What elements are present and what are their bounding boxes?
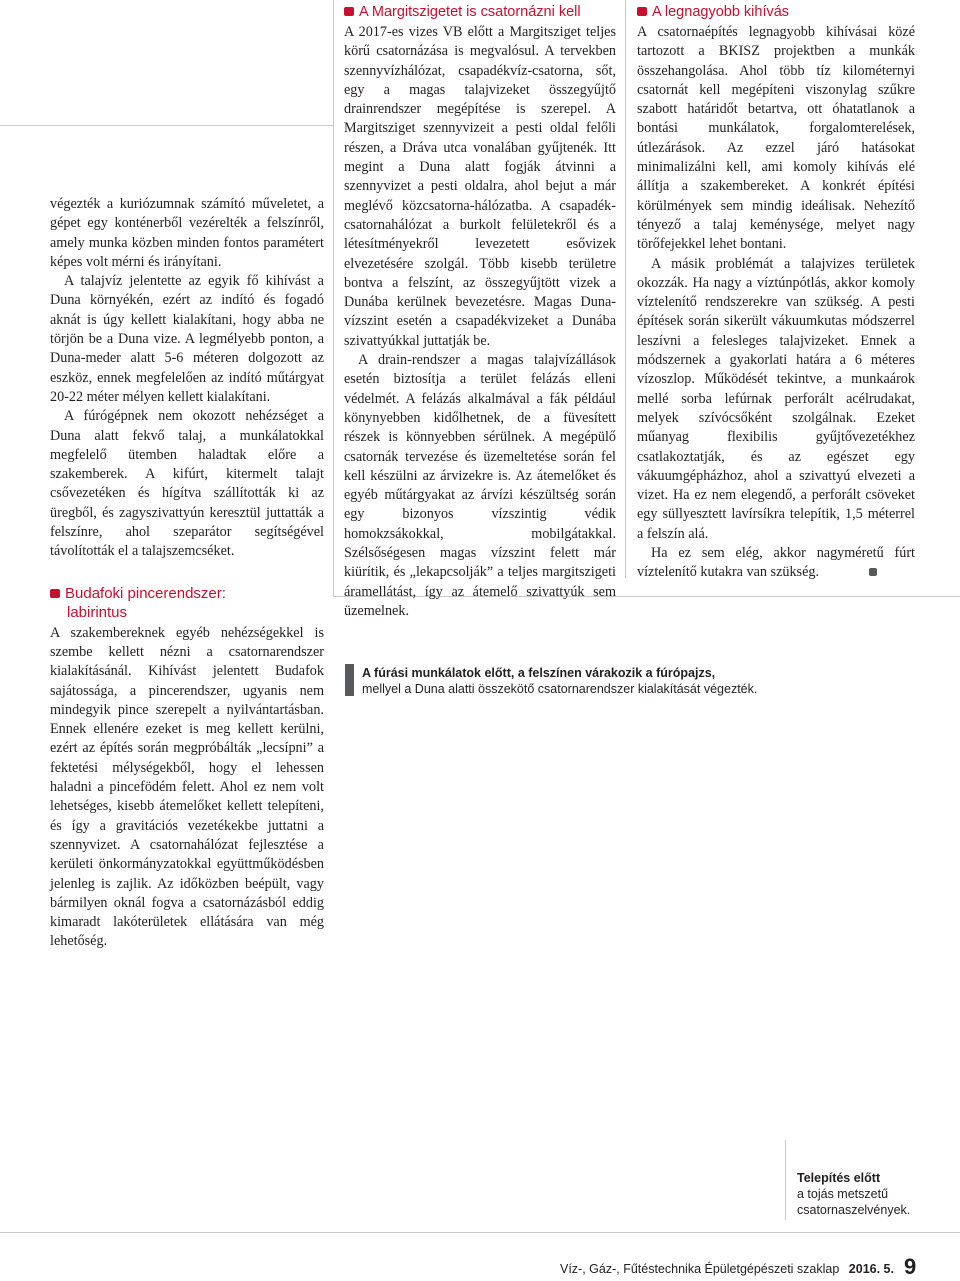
footer-rule (0, 1232, 960, 1233)
paragraph: A 2017-es vizes VB előtt a Margitsziget teljes körű csatornázása is megvalósul. A tervekben szennyvízhálózat, csapadékvíz-csatorna, sőt, egy a magas talajvizeket összegyűjtő drainrendszer megépítése is szerepel. A Margitsziget szennyvizeit a pesti oldal felőli részen, a Dráva utca vonalában gyűjtenék. Itt megint a Duna alatt fogják átvinni a szennyvizet a pesti oldalra, ahol bejut a már meglévő közcsatorna-hálózatba. A csapadék-csatornahálózat a burkolt felületekről és a létesítményekről levezetett esővizek elvezetésére szolgál. Több kisebb területre bontva a felszínt, az összegyűjtött vizek a Dunába kerülnek bevezetésre. Magas Duna-vízszint esetén a csapadékvizeket a Dunába szivattyúkkal juttatják be. (344, 24, 616, 349)
caption-bold: Telepítés előtt (797, 1171, 881, 1185)
photo-caption-boring (362, 665, 952, 697)
caption-text: csatornaszelvények. (797, 1203, 911, 1217)
section-rule-left (0, 125, 333, 126)
paragraph: A talajvíz jelentette az egyik fő kihívást a Duna környékén, ezért az indító és fogadó aknát is úgy kellett kialakítani, hogy abba ne törjön be a Duna vize. A legmélyebb ponton, a Duna-meder alatt 5-6 méteren dolgozott az eszköz, ennek megfelelően az indító műtárgyat 20-22 méter mélyen kellett kialakítani. (50, 273, 324, 405)
article-column-1 (50, 195, 324, 952)
paragraph: A másik problémát a talajvizes területek okozzák. Ha nagy a víztúnpótlás, akkor komoly víztelenítő rendszerekre van szükség. A pesti építések során sikerült vákuumkutas módszerrel leszívni a felesleges talajvizeket. Ennek a módszernek a gyakorlati határa a 6 méteres vízoszlop. Működését tekintve, a munkaárok mellé sorba lefúrnak perforált acélrudakat, melyek szívócsőként szolgálnak. Ezeket műanyag flexibilis gyűjtővezetékhez csatlakoztatják, és az egészet egy vákuumgépházhoz, ahol a szivattyú elvezeti a vizet. Ha ez nem elegendő, a perforált csöveket egy süllyesztett lavírsíkra telepítik, 1,5 méterrel a felszín alá. (637, 255, 915, 542)
paragraph: végezték a kuriózumnak számító műveletet, a gépet egy konténerből vezérelték a felszínről, amely munka közben minden fontos paramétert képes volt mérni és irányítani. (50, 196, 324, 270)
caption-bold: A fúrási munkálatok előtt, a felszínen várakozik a fúrópajzs, (362, 666, 716, 680)
section-heading-challenge: A legnagyobb kihívás (637, 3, 915, 21)
caption-text: a tojás metszetű (797, 1187, 889, 1201)
paragraph: A drain-rendszer a magas talajvízállások esetén biztosítja a terület felázás elleni védelmét. A felázás alkalmával a fák például könynyebben kidőlhetnek, de a füvesített részek is könnyebben sérülnek. A megépülő csatornák tervezése és üzemeltetése során fel kell készülni az árvizekre is. Az átemelőket és egyéb műtárgyakat az árvízi készültség során egy bizonyos vízszintig védik homokzsákokkal, mobilgátakkal. Szélsőségesen magas vízszint felett már kiürítik, és „lekapcsolják” a teljes margitszigeti áramellátást, így az átemelő szivattyúk sem üzemelnek. (344, 352, 616, 619)
article-column-2 (344, 3, 616, 621)
top-left-photo-area (0, 0, 333, 125)
column-divider-2 (625, 0, 626, 578)
paragraph: A szakembereknek egyéb nehézségekkel is szembe kellett nézni a csatornarendszer kialakításánál. Kihívást jelentett Budafok sajátossága, a pincerendszer, ugyanis nem mindegyik pince szerepelt a nyilvántartásban. Ennek ellenére ezeket is meg kellett kerülni, ezért az építés során megpróbálták „lecsípni” a fektetési mélységekből, hogy el lehessen haladni a pincefödém felett. Ahol ez nem volt lehetséges, kisebb átemelőket kellett telepíteni, és így a gravitációs vezetékekbe juttatni a szennyvizet. A csatornahálózat fejlesztése a kerületi önkormányzatokkal együttműködésben jelenleg is zajlik. Az időközben beépült, vagy bármilyen oknál fogva a csatornázásból eddig kimaradt lakóterületek ellátására van még lehetőség. (50, 624, 324, 950)
caption-text: mellyel a Duna alatti összekötő csatornarendszer kialakítását végezték. (362, 682, 758, 696)
paragraph: Ha ez sem elég, akkor nagyméretű fúrt víztelenítő kutakra van szükség. (637, 545, 915, 581)
paragraph: A csatornaépítés legnagyobb kihívásai közé tartozott a BKISZ projektben a munkák összehangolása. Ahol több tíz kilométernyi csatornát kell megépíteni viszonylag szűkre szabott határidőt betartva, ott óhatatlanok a bontási munkálatok, forgalomterelések, útlezárások. Az ezzel járó hatásokat minimalizálni kell, ami komoly kihívás elé állítja a szakembereket. A konkrét építési körülmények sem mindig ideálisak. Nehezítő tényező a talaj keménysége, melyet nagy törőfejekkel lehet bontani. (637, 24, 915, 253)
article-end-icon (869, 568, 877, 576)
heading-bullet-icon (344, 7, 354, 16)
footer (560, 1262, 960, 1276)
heading-bullet-icon (50, 589, 60, 598)
article-column-3 (637, 3, 915, 583)
paragraph: A fúrógépnek nem okozott nehézséget a Duna alatt fekvő talaj, a munkálatokkal megfelelő ütemben haladtak előre a szakemberek. A kifúrt, kitermelt talajt csővezetéken és hígítva szállították ki az üregből, és zagyszivattyún keresztül juttatták a felszínre, ahol szeparátor segítségével távolították el a talajszemcséket. (50, 408, 324, 560)
caption-marker-icon (345, 664, 354, 696)
publication-name: Víz-, Gáz-, Fűtéstechnika Épületgépészeti szaklap (560, 1262, 840, 1276)
page-number: 9 (904, 1254, 917, 1279)
section-heading-budafok: Budafoki pincerendszer: labirintus (50, 584, 324, 622)
heading-bullet-icon (637, 7, 647, 16)
issue-number: 2016. 5. (848, 1262, 894, 1276)
column-divider-1 (333, 0, 334, 597)
photo-caption-pipes (797, 1170, 947, 1218)
photo-divider-bottom (785, 1140, 786, 1220)
section-heading-margitsziget: A Margitszigetet is csatornázni kell (344, 3, 616, 21)
